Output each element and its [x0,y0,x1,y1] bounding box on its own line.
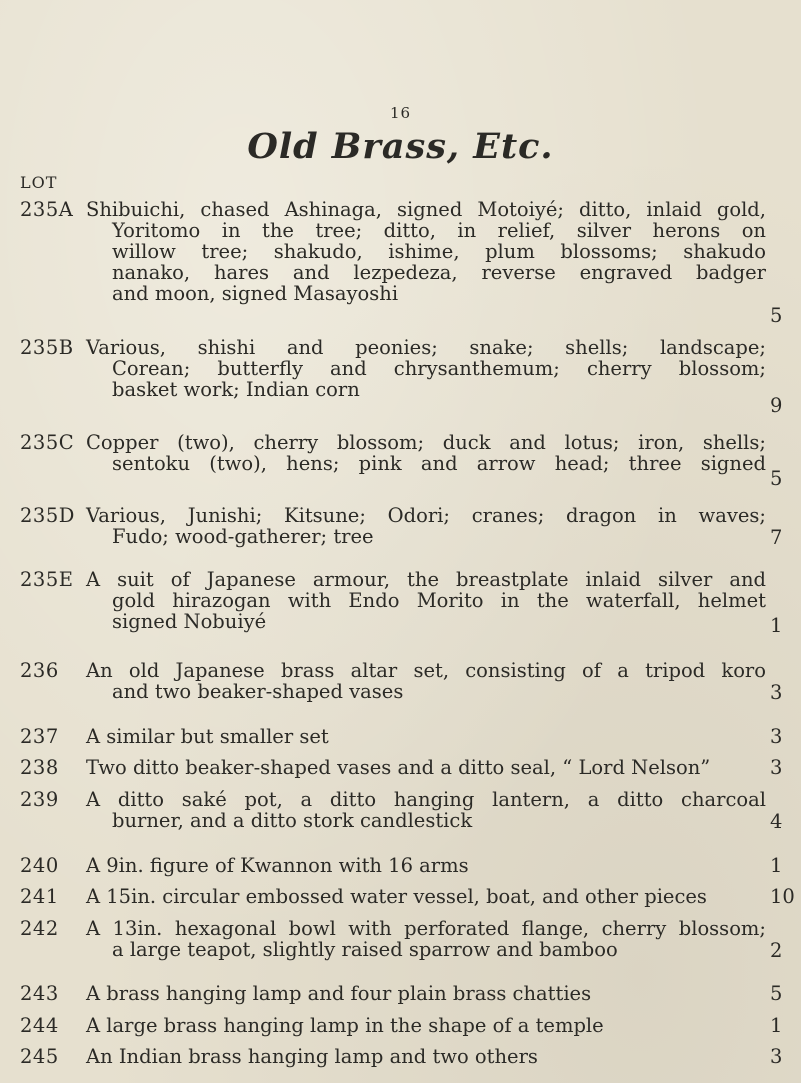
lot-description-line: Two ditto beaker-shaped vases and a ditto seal, “ Lord Nelson” [86,756,711,780]
lot-description-line: Various, shishi and peonies; snake; shells; landscape; [86,336,766,360]
lot-quantity: 9 [770,394,783,418]
lot-number: 242 [20,916,59,940]
lot-description-line: nanako, hares and lezpedeza, reverse engraved badger [112,261,766,284]
lot-description-line: gold hirazogan with Endo Morito in the waterfall, helmet [112,589,766,613]
lot-number: 239 [20,787,59,811]
lot-description [86,855,766,876]
lot-quantity: 5 [770,982,783,1006]
lot-description-line: A 13in. hexagonal bowl with perforated flange, cherry blossom; [86,916,766,940]
lot-description-line: Copper (two), cherry blossom; duck and lotus; iron, shells; [86,431,766,455]
lot-number: 235C [20,431,75,455]
lot-number: 244 [20,1013,59,1037]
lot-quantity: 10 [770,885,795,909]
lot-description [86,569,766,632]
lot-number: 236 [20,659,59,683]
lot-description-line: and two beaker-shaped vases [112,680,404,704]
lot-description-line: Yoritomo in the tree; ditto, in relief, silver herons on [112,219,766,242]
lot-number: 240 [20,854,59,878]
lot-description-line: and moon, signed Masayoshi [112,282,399,305]
lot-description-line: burner, and a ditto stork candlestick [112,808,473,832]
lot-quantity: 5 [770,304,783,327]
lot-quantity: 5 [770,467,783,491]
lot-description-line: A 9in. figure of Kwannon with 16 arms [86,854,469,878]
lot-description [86,918,766,960]
lot-description [86,432,766,474]
lot-description [86,789,766,831]
lot-description-line: basket work; Indian corn [112,378,360,402]
lot-description-line: A 15in. circular embossed water vessel, boat, and other pieces [86,885,707,909]
page-number: 16 [389,104,412,122]
lot-quantity: 4 [770,809,783,833]
lot-number: 237 [20,724,59,748]
lot-number: 241 [20,885,59,909]
lot-description-line: a large teapot, slightly raised sparrow and bamboo [112,937,618,961]
lot-quantity: 7 [770,525,783,549]
lot-description [86,983,766,1004]
lot-quantity: 2 [770,938,783,962]
lot-description [86,1046,766,1067]
lot-description-line: An old Japanese brass altar set, consisting of a tripod koro [86,659,766,683]
lot-column-label: LOT [20,173,58,192]
lot-description-line: A suit of Japanese armour, the breastplate inlaid silver and [86,568,766,592]
lot-description-line: sentoku (two), hens; pink and arrow head; three signed [112,452,766,476]
lot-quantity: 3 [770,724,783,748]
lot-description [86,337,766,400]
lot-quantity: 1 [770,854,783,878]
lot-description-line: Corean; butterfly and chrysanthemum; cherry blossom; [112,357,766,381]
lot-description-line: An Indian brass hanging lamp and two others [86,1045,538,1068]
lot-quantity: 3 [770,681,783,705]
lot-number: 235B [20,336,74,360]
lot-description [86,726,766,747]
lot-number: 245 [20,1045,59,1068]
lot-description-line: Fudo; wood-gatherer; tree [112,524,374,548]
lot-description-line: Various, Junishi; Kitsune; Odori; cranes; dragon in waves; [86,503,766,527]
lot-quantity: 1 [770,614,783,638]
lot-quantity: 1 [770,1013,783,1037]
lot-quantity: 3 [770,756,783,780]
lot-number: 235D [20,503,75,527]
lot-description [86,199,766,304]
lot-description [86,757,766,778]
lot-description-line: A ditto saké pot, a ditto hanging lantern, a ditto charcoal [86,787,766,811]
lot-description-line: A similar but smaller set [86,724,329,748]
lot-description [86,660,766,702]
lot-description [86,1015,766,1036]
lot-number: 235A [20,198,74,221]
section-heading: Old Brass, Etc. [247,126,554,167]
lot-description [86,886,766,907]
lot-number: 235E [20,568,74,592]
lot-number: 238 [20,756,59,780]
lot-description-line: A brass hanging lamp and four plain brass chatties [86,982,592,1006]
lot-description-line: signed Nobuiyé [112,610,267,634]
lot-description-line: willow tree; shakudo, ishime, plum blossoms; shakudo [112,240,766,263]
lot-description [86,505,766,547]
lot-description-line: Shibuichi, chased Ashinaga, signed Motoiyé; ditto, inlaid gold, [86,198,766,221]
lot-number: 243 [20,982,59,1006]
lot-quantity: 3 [770,1045,783,1068]
lot-description-line: A large brass hanging lamp in the shape of a temple [86,1013,604,1037]
